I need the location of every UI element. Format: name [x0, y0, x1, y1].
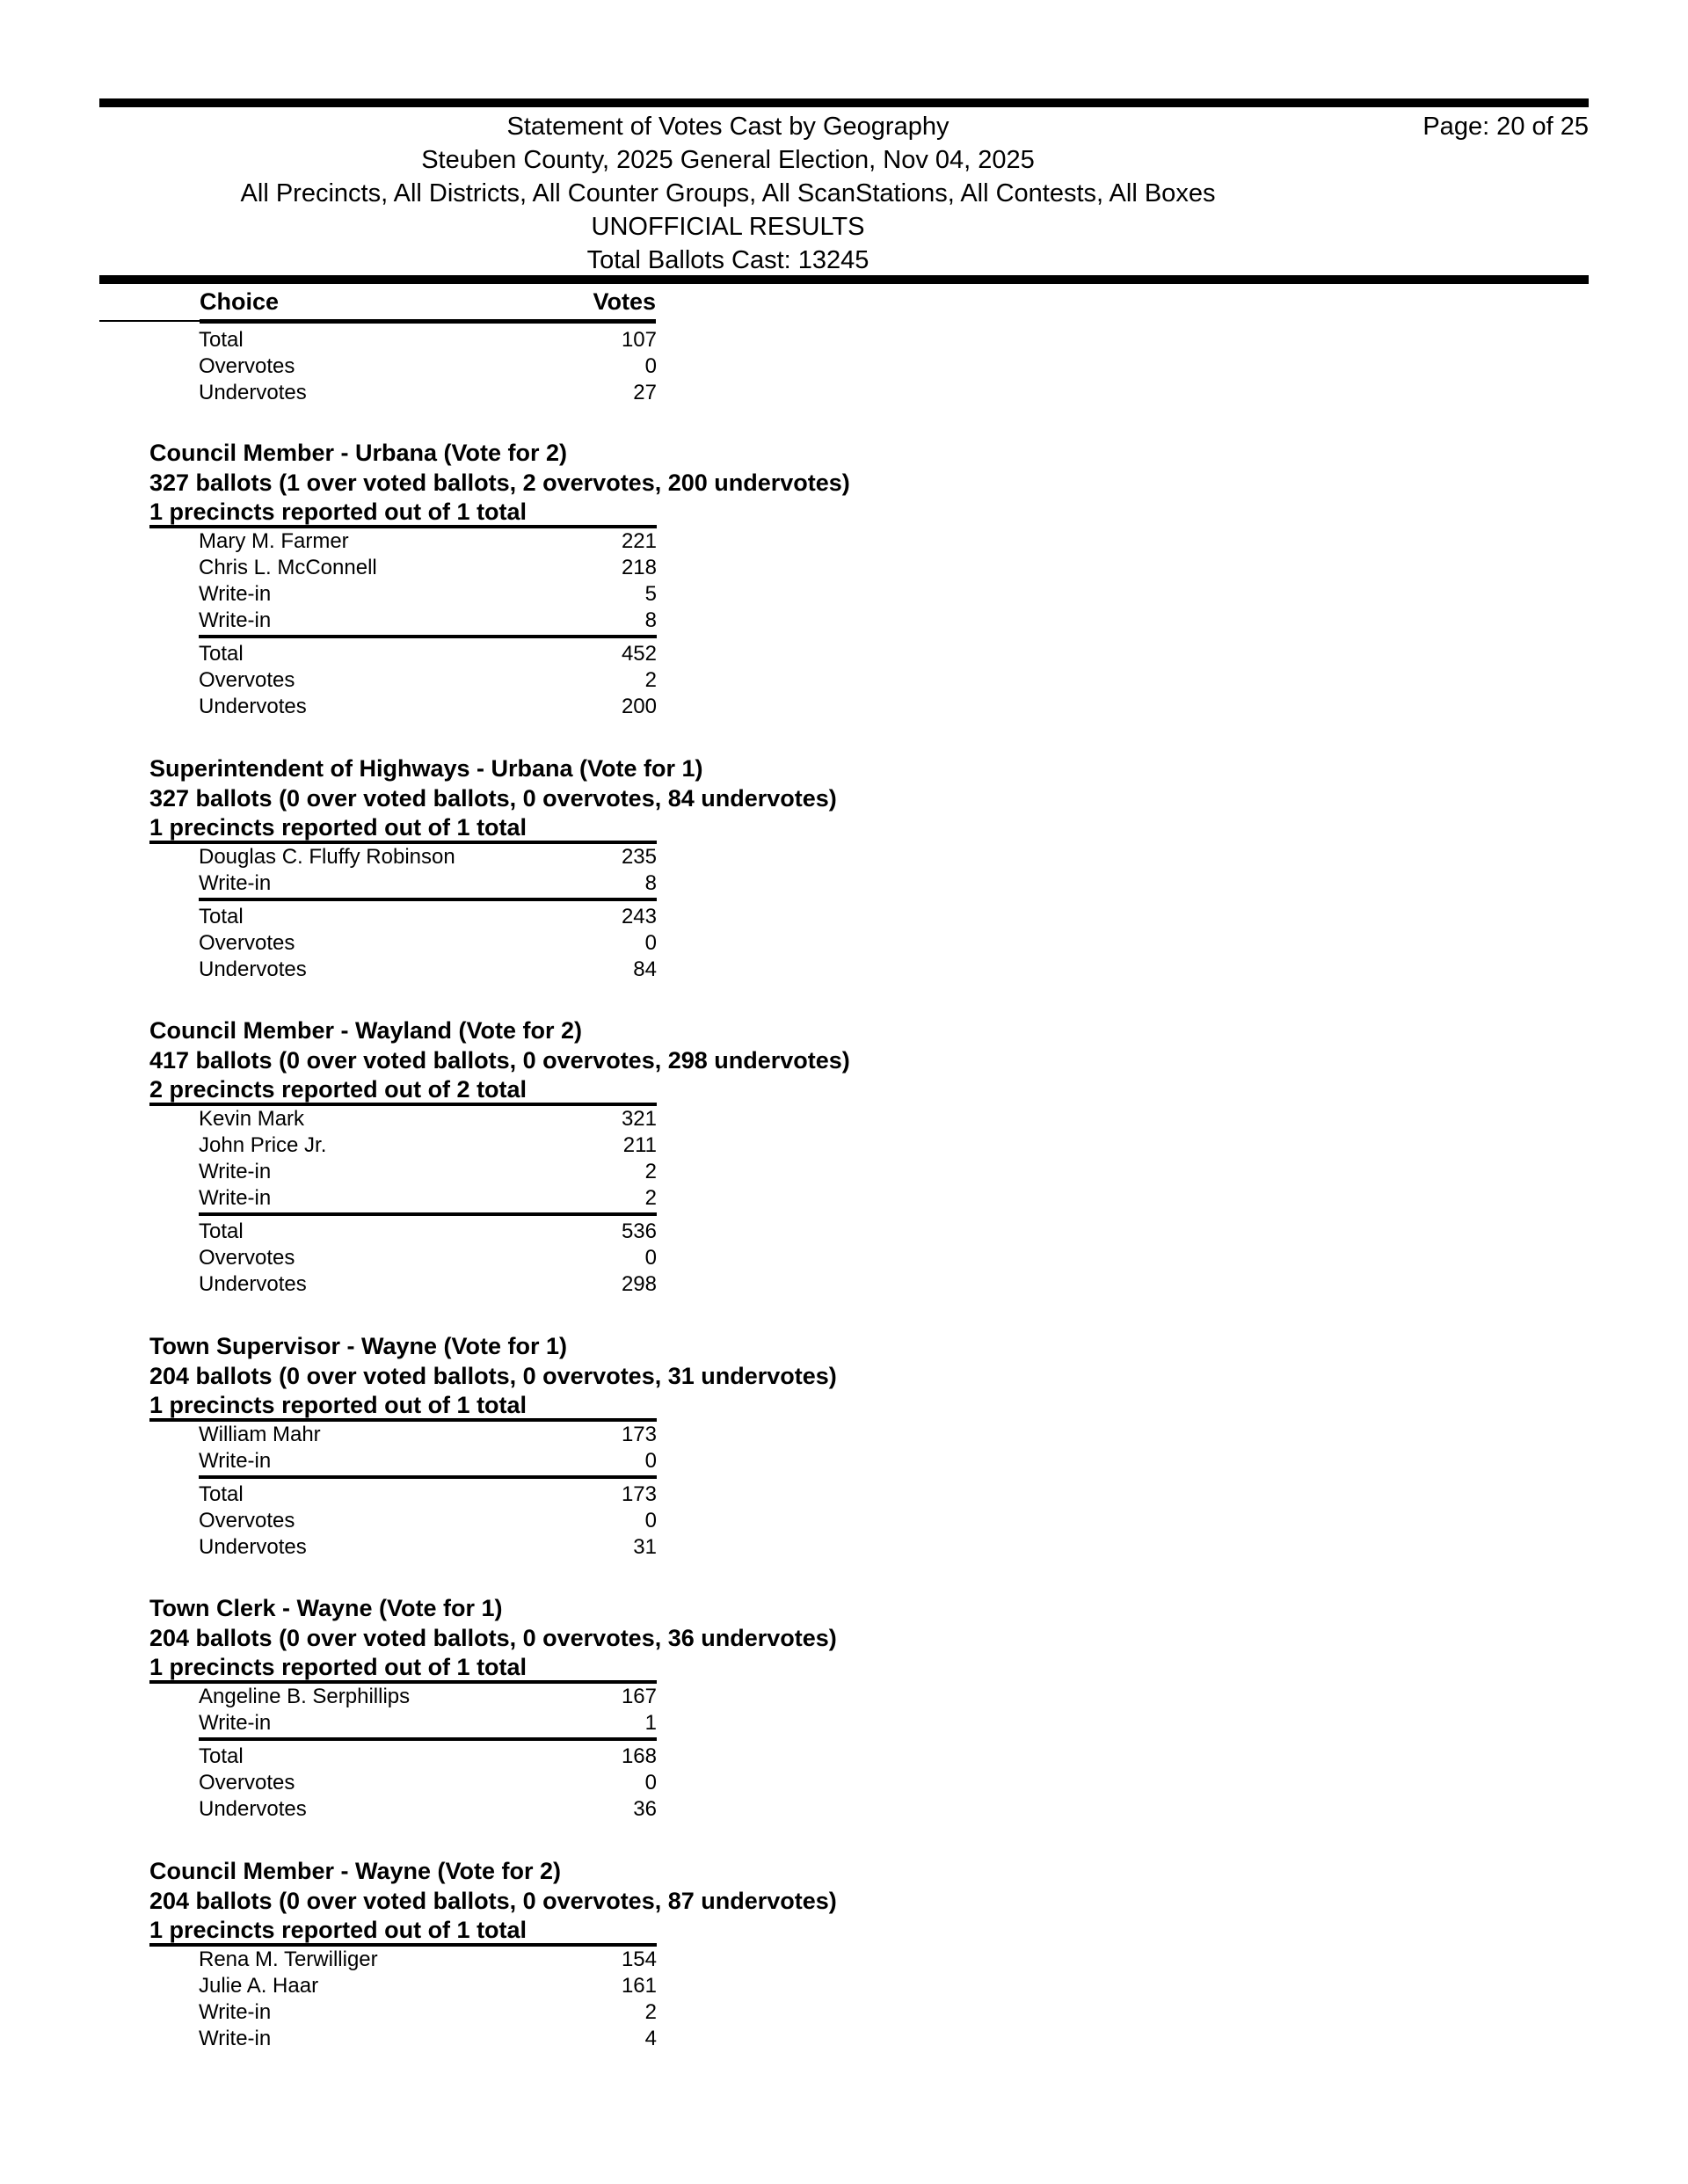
contest-precincts: 1 precincts reported out of 1 total: [149, 814, 528, 841]
candidate-row: Kevin Mark 321: [199, 1107, 657, 1131]
contest-council-member-urbana: [149, 438, 941, 720]
summary-row-overvotes: Overvotes 0: [199, 931, 657, 955]
report-filters: All Precincts, All Districts, All Counter Groups, All ScanStations, All Contests, All Boxes: [240, 179, 1216, 207]
candidate-row: Write-in 4: [199, 2027, 657, 2050]
candidate-row: Julie A. Haar 161: [199, 1974, 657, 1998]
contest-title: Council Member - Wayland (Vote for 2): [149, 1017, 583, 1044]
contest-precincts: 1 precincts reported out of 1 total: [149, 1392, 528, 1418]
column-header-choice: Choice: [200, 288, 280, 315]
page-number: Page: 20 of 25: [1422, 113, 1589, 141]
contest-ballots: 204 ballots (0 over voted ballots, 0 overvotes, 87 undervotes): [149, 1888, 837, 1914]
candidate-row: Write-in 5: [199, 582, 657, 606]
summary-row-overvotes: Overvotes 0: [199, 1771, 657, 1795]
candidate-row: Douglas C. Fluffy Robinson 235: [199, 845, 657, 869]
contest-ballots: 417 ballots (0 over voted ballots, 0 overvotes, 298 undervotes): [149, 1047, 850, 1074]
total-ballots-cast: Total Ballots Cast: 13245: [586, 246, 869, 274]
summary-row-undervotes: Undervotes 200: [199, 695, 657, 718]
contest-title: Council Member - Wayne (Vote for 2): [149, 1858, 562, 1884]
summary-row-total: Total 168: [199, 1744, 657, 1768]
column-header-rule: [200, 319, 656, 324]
contest-ballots: 204 ballots (0 over voted ballots, 0 overvotes, 36 undervotes): [149, 1625, 837, 1651]
header-top-rule: [99, 98, 1589, 107]
candidate-row: Write-in 1: [199, 1711, 657, 1735]
column-header-votes: Votes: [593, 288, 656, 315]
report-subtitle: Steuben County, 2025 General Election, Nov 04, 2025: [421, 146, 1035, 174]
total-separator-rule: [199, 635, 657, 638]
summary-row-undervotes: Undervotes 36: [199, 1797, 657, 1821]
candidate-row: Write-in 0: [199, 1449, 657, 1473]
summary-row-overvotes: Overvotes 0: [199, 354, 657, 378]
header-bottom-rule: [99, 275, 1589, 284]
total-separator-rule: [199, 1737, 657, 1741]
total-separator-rule: [199, 1475, 657, 1479]
candidate-row: Write-in 8: [199, 608, 657, 632]
summary-row-overvotes: Overvotes 0: [199, 1246, 657, 1270]
contest-council-member-wayne: [149, 1856, 941, 2052]
candidate-row: Write-in 2: [199, 1186, 657, 1210]
contest-title: Superintendent of Highways - Urbana (Vote for 1): [149, 755, 703, 782]
contest-precincts: 1 precincts reported out of 1 total: [149, 1654, 528, 1680]
candidate-row: Write-in 2: [199, 1160, 657, 1183]
candidate-row: Chris L. McConnell 218: [199, 556, 657, 579]
total-separator-rule: [199, 898, 657, 901]
candidate-row: John Price Jr. 211: [199, 1133, 657, 1157]
candidate-row: Rena M. Terwilliger 154: [199, 1947, 657, 1971]
contest-council-member-wayland: [149, 1016, 941, 1298]
summary-row-total: Total 173: [199, 1482, 657, 1506]
contest-precincts: 1 precincts reported out of 1 total: [149, 499, 528, 525]
report-title: Statement of Votes Cast by Geography: [506, 113, 950, 141]
candidate-row: Write-in 8: [199, 871, 657, 895]
contest-title: Town Supervisor - Wayne (Vote for 1): [149, 1333, 568, 1359]
contest-superintendent-highways-urbana: [149, 753, 941, 983]
summary-row-undervotes: Undervotes 84: [199, 957, 657, 981]
summary-row-overvotes: Overvotes 0: [199, 1509, 657, 1532]
summary-row-overvotes: Overvotes 2: [199, 668, 657, 692]
contest-precincts: 1 precincts reported out of 1 total: [149, 1917, 528, 1943]
results-status: UNOFFICIAL RESULTS: [591, 213, 865, 241]
contest-ballots: 327 ballots (1 over voted ballots, 2 overvotes, 200 undervotes): [149, 470, 850, 496]
summary-row-undervotes: Undervotes 27: [199, 381, 657, 404]
summary-row-total: Total 243: [199, 905, 657, 928]
summary-row-total: Total 452: [199, 642, 657, 666]
contest-town-supervisor-wayne: [149, 1331, 941, 1561]
total-separator-rule: [199, 1212, 657, 1216]
column-header-thin-rule: [99, 320, 200, 322]
contest-title: Council Member - Urbana (Vote for 2): [149, 440, 568, 466]
summary-row-undervotes: Undervotes 298: [199, 1272, 657, 1296]
candidate-row: William Mahr 173: [199, 1423, 657, 1446]
candidate-row: Mary M. Farmer 221: [199, 529, 657, 553]
candidate-row: Angeline B. Serphillips 167: [199, 1685, 657, 1708]
contest-title: Town Clerk - Wayne (Vote for 1): [149, 1595, 503, 1621]
contest-precincts: 2 precincts reported out of 2 total: [149, 1076, 528, 1103]
contest-ballots: 204 ballots (0 over voted ballots, 0 overvotes, 31 undervotes): [149, 1363, 837, 1389]
carryover-summary: [149, 327, 941, 406]
candidate-row: Write-in 2: [199, 2000, 657, 2024]
contest-town-clerk-wayne: [149, 1593, 941, 1823]
contest-ballots: 327 ballots (0 over voted ballots, 0 overvotes, 84 undervotes): [149, 785, 837, 812]
summary-row-total: Total 536: [199, 1219, 657, 1243]
summary-row-total: Total 107: [199, 328, 657, 352]
summary-row-undervotes: Undervotes 31: [199, 1535, 657, 1559]
